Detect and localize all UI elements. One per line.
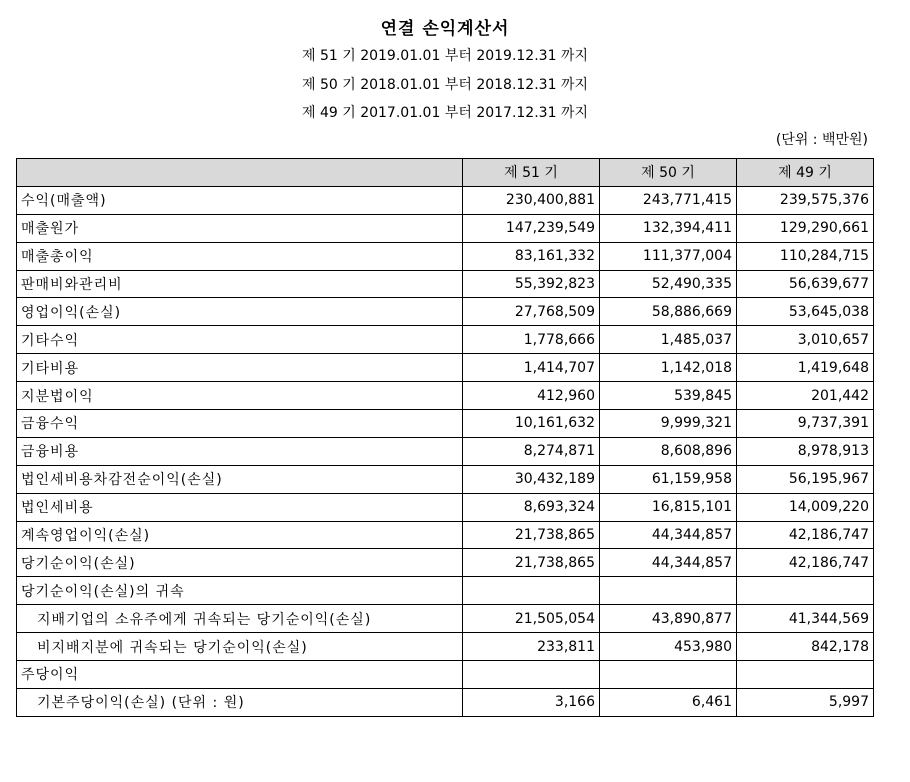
value-cell-50: 8,608,896 [600, 437, 737, 465]
row-label: 주당이익 [17, 661, 463, 689]
period-line-49: 제 49 기 2017.01.01 부터 2017.12.31 까지 [302, 105, 588, 121]
value-cell-50: 61,159,958 [600, 465, 737, 493]
table-row [17, 549, 874, 577]
table-row [17, 382, 874, 410]
value-cell-49: 8,978,913 [737, 437, 874, 465]
period-line-51: 제 51 기 2019.01.01 부터 2019.12.31 까지 [302, 48, 588, 64]
value-cell-49: 41,344,569 [737, 605, 874, 633]
row-label: 기타비용 [17, 354, 463, 382]
value-cell-51: 233,811 [463, 633, 600, 661]
row-label: 당기순이익(손실)의 귀속 [17, 577, 463, 605]
value-cell-50: 16,815,101 [600, 493, 737, 521]
value-cell-49: 42,186,747 [737, 549, 874, 577]
value-cell-49: 56,195,967 [737, 465, 874, 493]
value-cell-49: 5,997 [737, 688, 874, 716]
value-cell-51: 1,414,707 [463, 354, 600, 382]
table-row [17, 214, 874, 242]
statement-title: 연결 손익계산서 [380, 19, 510, 39]
value-cell-51: 230,400,881 [463, 186, 600, 214]
income-statement-table [16, 158, 874, 717]
value-cell-50: 9,999,321 [600, 410, 737, 438]
table-row [17, 688, 874, 716]
table-row [17, 577, 874, 605]
value-cell-49 [737, 577, 874, 605]
header-cell-item [17, 159, 463, 187]
period-line-50: 제 50 기 2018.01.01 부터 2018.12.31 까지 [302, 77, 588, 93]
value-cell-51: 3,166 [463, 688, 600, 716]
unit-label: (단위 : 백만원) [775, 132, 868, 148]
row-label: 기본주당이익(손실) (단위 : 원) [17, 688, 463, 716]
value-cell-51: 30,432,189 [463, 465, 600, 493]
header-cell-50: 제 50 기 [600, 159, 737, 187]
row-label: 법인세비용차감전순이익(손실) [17, 465, 463, 493]
row-label: 금융비용 [17, 437, 463, 465]
header-cell-49: 제 49 기 [737, 159, 874, 187]
row-label: 당기순이익(손실) [17, 549, 463, 577]
table-row [17, 437, 874, 465]
value-cell-50: 243,771,415 [600, 186, 737, 214]
value-cell-49: 1,419,648 [737, 354, 874, 382]
value-cell-49 [737, 661, 874, 689]
value-cell-49: 3,010,657 [737, 326, 874, 354]
table-row [17, 270, 874, 298]
value-cell-50: 44,344,857 [600, 521, 737, 549]
table-row [17, 661, 874, 689]
row-label: 기타수익 [17, 326, 463, 354]
table-row [17, 242, 874, 270]
value-cell-49: 842,178 [737, 633, 874, 661]
value-cell-50: 539,845 [600, 382, 737, 410]
value-cell-49: 201,442 [737, 382, 874, 410]
value-cell-49: 239,575,376 [737, 186, 874, 214]
table-row [17, 186, 874, 214]
row-label: 판매비와관리비 [17, 270, 463, 298]
table-row [17, 493, 874, 521]
table-row [17, 326, 874, 354]
value-cell-51: 1,778,666 [463, 326, 600, 354]
value-cell-50 [600, 577, 737, 605]
value-cell-49: 42,186,747 [737, 521, 874, 549]
row-label: 지배기업의 소유주에게 귀속되는 당기순이익(손실) [17, 605, 463, 633]
value-cell-51 [463, 577, 600, 605]
table-row [17, 354, 874, 382]
value-cell-51: 55,392,823 [463, 270, 600, 298]
value-cell-51: 21,738,865 [463, 549, 600, 577]
value-cell-51: 21,738,865 [463, 521, 600, 549]
value-cell-50: 453,980 [600, 633, 737, 661]
row-label: 영업이익(손실) [17, 298, 463, 326]
value-cell-51 [463, 661, 600, 689]
value-cell-50: 43,890,877 [600, 605, 737, 633]
table-row [17, 521, 874, 549]
row-label: 매출총이익 [17, 242, 463, 270]
row-label: 비지배지분에 귀속되는 당기순이익(손실) [17, 633, 463, 661]
value-cell-51: 83,161,332 [463, 242, 600, 270]
value-cell-49: 9,737,391 [737, 410, 874, 438]
value-cell-50: 52,490,335 [600, 270, 737, 298]
value-cell-51: 8,693,324 [463, 493, 600, 521]
value-cell-51: 10,161,632 [463, 410, 600, 438]
value-cell-50: 1,142,018 [600, 354, 737, 382]
value-cell-50: 58,886,669 [600, 298, 737, 326]
row-label: 지분법이익 [17, 382, 463, 410]
value-cell-51: 8,274,871 [463, 437, 600, 465]
value-cell-50: 111,377,004 [600, 242, 737, 270]
table-row [17, 465, 874, 493]
row-label: 금융수익 [17, 410, 463, 438]
value-cell-49: 14,009,220 [737, 493, 874, 521]
value-cell-50: 1,485,037 [600, 326, 737, 354]
value-cell-50: 6,461 [600, 688, 737, 716]
value-cell-50: 44,344,857 [600, 549, 737, 577]
row-label: 계속영업이익(손실) [17, 521, 463, 549]
table-header-row [17, 159, 874, 187]
value-cell-51: 412,960 [463, 382, 600, 410]
table-row [17, 633, 874, 661]
value-cell-51: 21,505,054 [463, 605, 600, 633]
value-cell-51: 147,239,549 [463, 214, 600, 242]
row-label: 법인세비용 [17, 493, 463, 521]
value-cell-49: 56,639,677 [737, 270, 874, 298]
header-cell-51: 제 51 기 [463, 159, 600, 187]
table-row [17, 410, 874, 438]
value-cell-50: 132,394,411 [600, 214, 737, 242]
value-cell-50 [600, 661, 737, 689]
value-cell-49: 110,284,715 [737, 242, 874, 270]
table-row [17, 298, 874, 326]
value-cell-49: 53,645,038 [737, 298, 874, 326]
row-label: 수익(매출액) [17, 186, 463, 214]
row-label: 매출원가 [17, 214, 463, 242]
value-cell-49: 129,290,661 [737, 214, 874, 242]
value-cell-51: 27,768,509 [463, 298, 600, 326]
table-row [17, 605, 874, 633]
